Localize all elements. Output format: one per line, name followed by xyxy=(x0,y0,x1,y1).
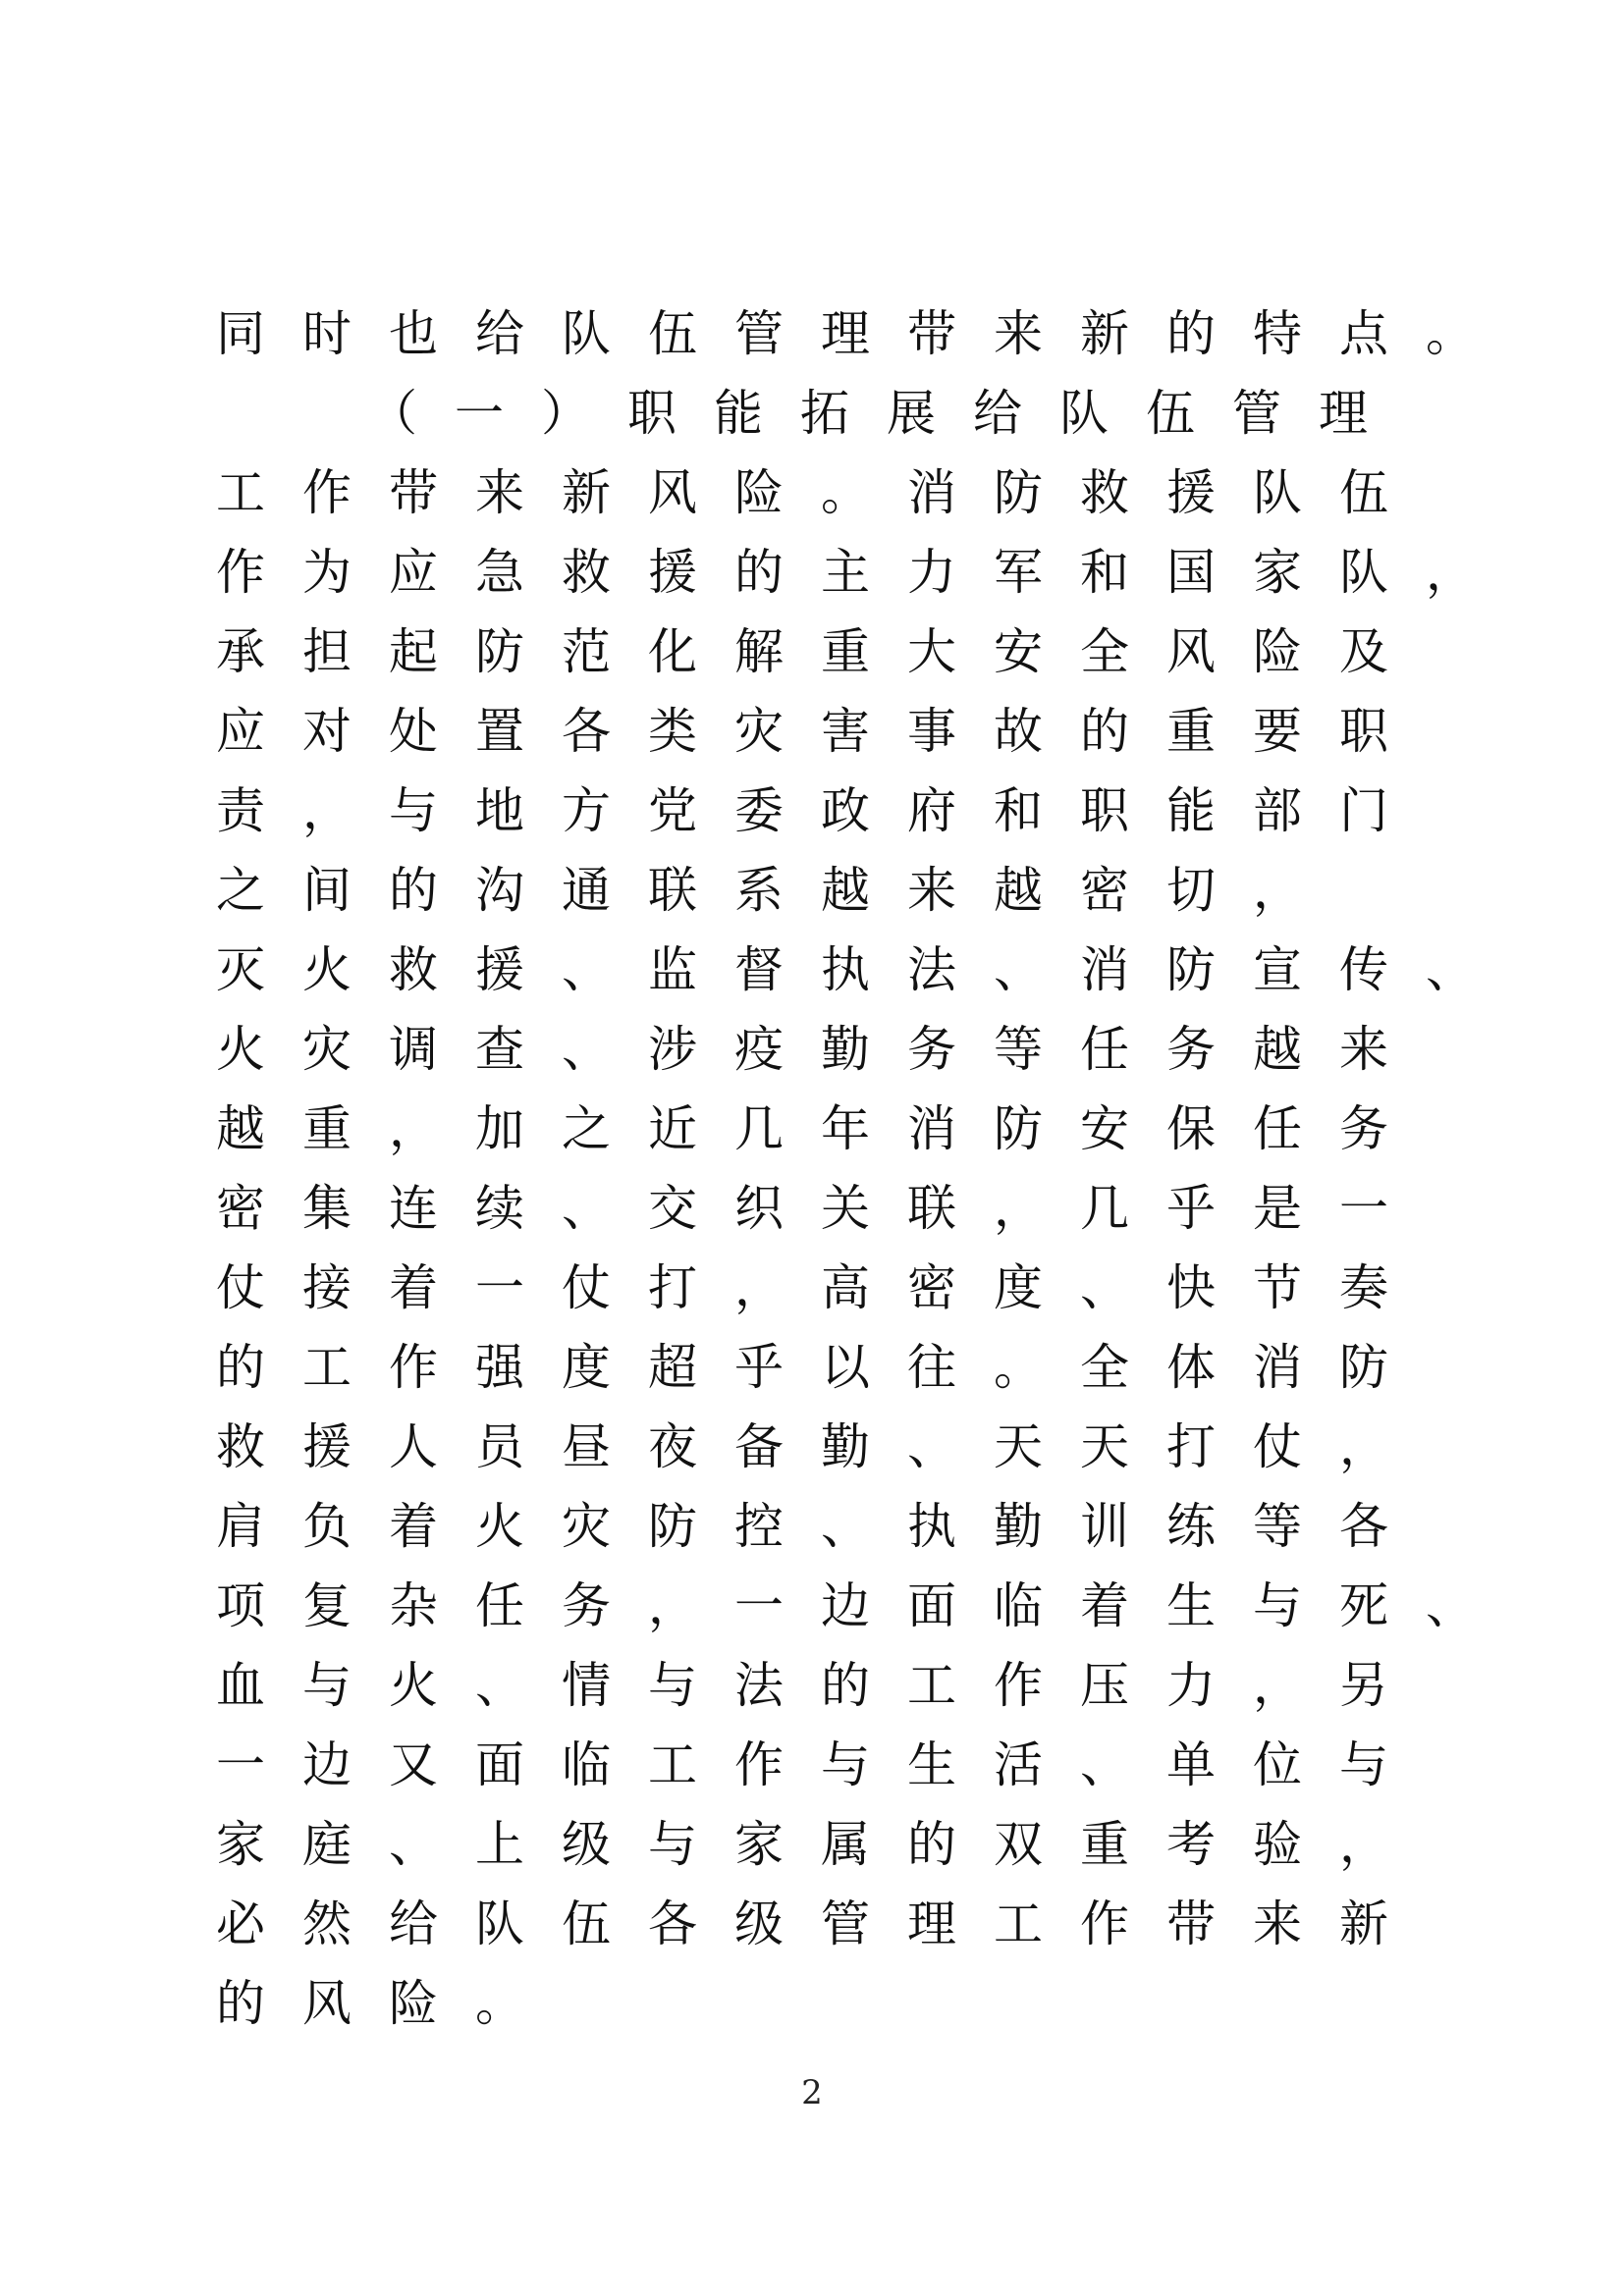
text-line: 仗接着一仗打，高密度、快节奏 xyxy=(216,1259,1426,1316)
text-line: 同时也给队伍管理带来新的特点。 xyxy=(216,305,1512,362)
text-line: 责，与地方党委政府和职能部门 xyxy=(216,782,1426,839)
text-line: 之间的沟通联系越来越密切， xyxy=(216,862,1339,919)
text-line: 血与火、情与法的工作压力，另 xyxy=(216,1657,1426,1714)
text-line: 火灾调查、涉疫勤务等任务越来 xyxy=(216,1021,1426,1078)
text-line: 必然给队伍各级管理工作带来新 xyxy=(216,1896,1426,1952)
text-line: 越重，加之近几年消防安保任务 xyxy=(216,1100,1426,1157)
text-line: 工作带来新风险。消防救援队伍 xyxy=(216,464,1426,521)
text-line: 救援人员昼夜备勤、天天打仗， xyxy=(216,1418,1426,1475)
text-line: 密集连续、交织关联，几乎是一 xyxy=(216,1180,1426,1237)
text-line: 的工作强度超乎以往。全体消防 xyxy=(216,1339,1426,1396)
text-line: 一边又面临工作与生活、单位与 xyxy=(216,1736,1426,1793)
text-line: 肩负着火灾防控、执勤训练等各 xyxy=(216,1498,1426,1555)
text-line: 灭火救援、监督执法、消防宣传、 xyxy=(216,941,1512,998)
text-line: 承担起防范化解重大安全风险及 xyxy=(216,623,1426,680)
text-line: 作为应急救援的主力军和国家队， xyxy=(216,544,1512,601)
text-line: 项复杂任务，一边面临着生与死、 xyxy=(216,1577,1512,1634)
page-number: 2 xyxy=(801,2073,823,2112)
text-line: 家庭、上级与家属的双重考验， xyxy=(216,1816,1426,1873)
section-heading-line: （一）职能拓展给队伍管理 xyxy=(368,385,1405,442)
text-line: 的风险。 xyxy=(216,1975,562,2032)
text-line: 应对处置各类灾害事故的重要职 xyxy=(216,703,1426,760)
body-text xyxy=(216,294,1512,2044)
